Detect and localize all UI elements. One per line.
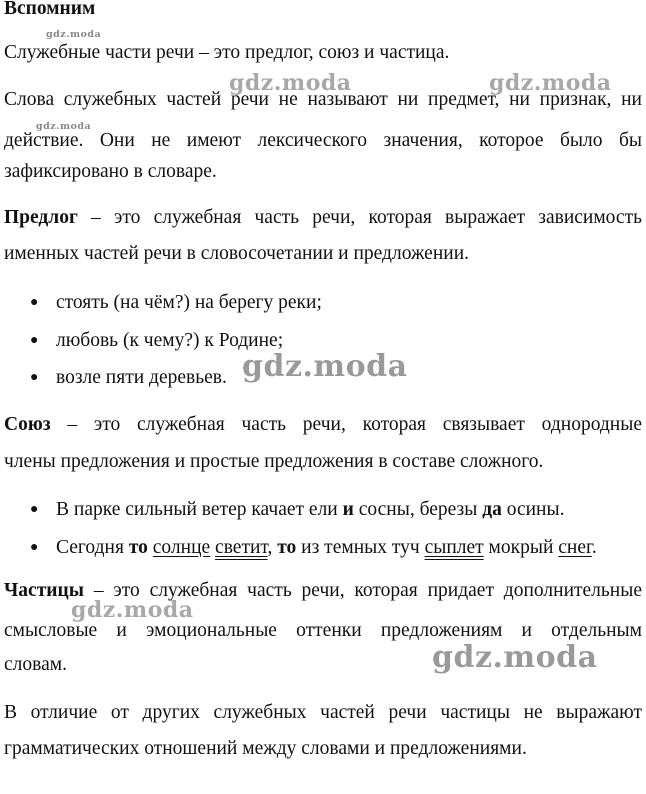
list-item: ● любовь (к чему?) к Родине; bbox=[30, 327, 642, 355]
paragraph-intro: Служебные части речи – это предлог, союз и частица. bbox=[4, 42, 450, 63]
soyuz-definition-line-1: Союз – это служебная часть речи, которая связывает однородные bbox=[4, 414, 642, 435]
bullet-icon: ● bbox=[30, 540, 39, 555]
subject-underline: солнце bbox=[152, 537, 211, 558]
subject-underline: снег bbox=[558, 537, 592, 558]
closing-paragraph-line-2: грамматических отношений между словами и предложениями. bbox=[4, 738, 527, 759]
term-predlog: Предлог bbox=[4, 207, 78, 228]
paragraph-2-line-3: зафиксировано в словаре. bbox=[4, 161, 217, 182]
paragraph-2-line-1: Слова служебных частей речи не называют ни предмет, ни признак, ни bbox=[4, 89, 642, 110]
predlog-definition-line-2: именных частей речи в словосочетании и предложении. bbox=[4, 243, 470, 264]
bullet-icon: ● bbox=[30, 333, 39, 348]
chastitsy-definition-line-1: Частицы – это служебная часть речи, которая придает дополнительные bbox=[4, 580, 642, 601]
closing-paragraph-line-1: В отличие от других служебных частей речи частицы не выражают bbox=[4, 702, 642, 723]
paragraph-2-line-2: действие. Они не имеют лексического значения, которое было бы bbox=[4, 130, 642, 151]
list-item: ● В парке сильный ветер качает ели и сосны, березы да осины. bbox=[30, 496, 642, 524]
watermark: gdz.moda bbox=[242, 349, 408, 384]
chastitsy-definition-line-2: смысловые и эмоциональные оттенки предложениям и отдельным bbox=[4, 620, 642, 641]
term-chastitsy: Частицы bbox=[4, 580, 84, 601]
bullet-icon: ● bbox=[30, 370, 39, 385]
watermark: gdz.moda bbox=[46, 29, 102, 40]
watermark: gdz.moda bbox=[489, 70, 612, 96]
watermark: gdz.moda bbox=[432, 640, 598, 675]
term-soyuz: Союз bbox=[4, 414, 51, 435]
watermark: gdz.moda bbox=[229, 70, 352, 96]
list-item: ● стоять (на чём?) на берегу реки; bbox=[30, 289, 642, 317]
watermark: gdz.moda bbox=[71, 597, 194, 623]
chastitsy-definition-line-3: словам. bbox=[4, 654, 67, 675]
list-item: ● возле пяти деревьев. bbox=[30, 364, 642, 392]
predicate-underline: светит bbox=[215, 537, 268, 558]
predicate-underline: сыплет bbox=[424, 537, 484, 558]
bullet-icon: ● bbox=[30, 295, 39, 310]
list-item: ● Сегодня то солнце светит, то из темных туч сыплет мокрый снег. bbox=[30, 534, 642, 562]
soyuz-definition-line-2: члены предложения и простые предложения в составе сложного. bbox=[4, 451, 544, 472]
predlog-definition-line-1: Предлог – это служебная часть речи, которая выражает зависимость bbox=[4, 207, 642, 228]
bullet-icon: ● bbox=[30, 502, 39, 517]
section-title: Вспомним bbox=[4, 0, 96, 19]
watermark: gdz.moda bbox=[36, 121, 92, 132]
